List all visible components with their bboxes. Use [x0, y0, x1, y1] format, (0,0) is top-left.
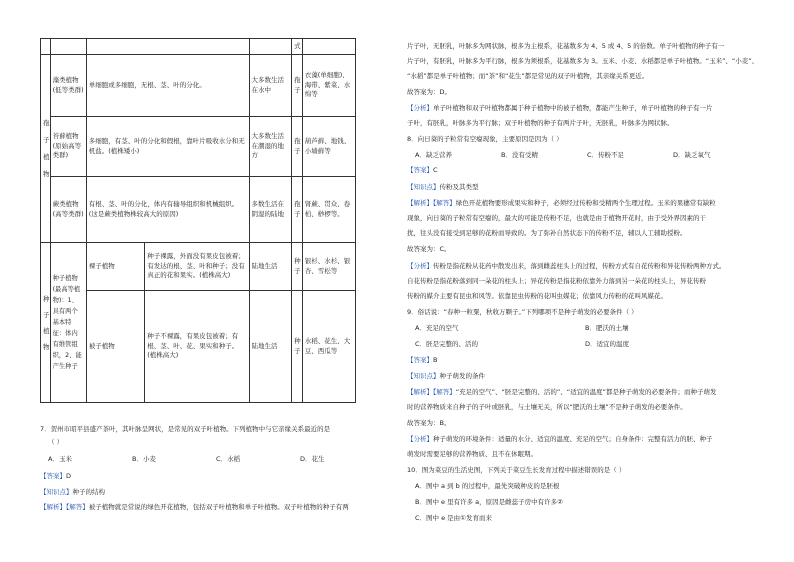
q9-answer: 【答案】B	[407, 356, 438, 364]
table-row-examples: 葫芦藓、地钱、小墙藓等	[302, 117, 355, 177]
q8-knowledge-point: 【知识点】传粉及其类型	[407, 183, 479, 191]
spore-group-cell: 孢子植物	[41, 55, 51, 243]
q10-option-b[interactable]: B．图中 e 里有许多 a，原因是雌蕊子房中有许多②	[415, 498, 563, 506]
q8-option-c[interactable]: C．传粉不足	[587, 151, 625, 159]
q9-options-row2	[415, 340, 629, 349]
q10-option-a[interactable]: A．图中 a 到 b 的过程中，最先突破种皮的是胚根	[415, 482, 560, 490]
q7-analysis2-line: 子叶，有胚乳，叶脉多为平行脉；双子叶植物的种子有两片子叶，无胚乳，叶脉多为网状脉。	[407, 119, 674, 127]
q7-option-d[interactable]: D．花生	[300, 455, 325, 463]
table-row-examples: 水稻、花生、大豆、西瓜等	[302, 291, 355, 403]
plant-classification-table	[40, 38, 356, 403]
q8-option-a[interactable]: A．缺乏营养	[415, 151, 452, 159]
q8-stem: 8．向日葵的子粒常有空瘪现象，主要原因是因为（ ）	[407, 135, 563, 143]
q9-analysis2: 【分析】种子萌发的环境条件：适量的水分、适宜的温度、充足的空气；自身条件：完整有活力的胚、种子	[407, 435, 713, 443]
q9-option-d[interactable]: D．适宜的温度	[585, 340, 630, 348]
right-page	[397, 0, 794, 562]
table-row-habitat: 大多数生活在水中	[249, 55, 292, 117]
table-row-name: 蕨类植物(高等类群)	[50, 177, 86, 243]
q7-option-c[interactable]: C．水稻	[216, 455, 241, 463]
q9-analysis: 【解析】【解答】“充足的空气”、“胚是完整的、活的”、“适宜的温度”都是种子萌发的必要条件；而种子萌发	[407, 388, 717, 396]
q8-option-d[interactable]: D．缺乏氧气	[673, 151, 711, 159]
table-row-habitat: 陆地生活	[249, 243, 292, 291]
table-row-features: 有根、茎、叶的分化，体内有输导组织和机械组织。(这是蕨类植物株较高大的原因)	[86, 177, 249, 243]
q9-analysis2-line: 萌发时需要足够的营养物质、且不在休眠期。	[407, 450, 537, 458]
q8-answer: 【答案】C	[407, 166, 438, 174]
table-row-features: 种子裸露，外面没有果皮包被着；有发达的根、茎、叶和种子；没有真正的花和果实。(植株高大)	[145, 243, 249, 291]
q8-conclusion: 故答案为：C。	[407, 245, 451, 253]
q7-option-b[interactable]: B．小麦	[132, 455, 156, 463]
seed-group-desc: 种子植物(最高等植物)：1、具有两个基本特征：体内有维管组织，2、能产生种子	[50, 243, 86, 403]
q7-analysis-line: 片子叶，无胚乳，叶脉多为网状脉，根多为主根系，花基数多为 4、5 或 4、5 的倍数。单子叶植物的种子有一	[407, 42, 725, 50]
q8-option-b[interactable]: B．没有受精	[501, 151, 538, 159]
table-row-repro: 种子	[292, 243, 303, 291]
q9-knowledge-point: 【知识点】种子萌发的条件	[407, 372, 485, 380]
table-row-features: 多细胞，有茎、叶的分化和假根，靠叶片吸收水分和无机盐。(植株矮小)	[86, 117, 249, 177]
table-row-repro: 孢子	[292, 117, 303, 177]
q7-analysis2: 【分析】单子叶植物和双子叶植物都属于种子植物中的被子植物，都能产生种子，单子叶植物的种子有一片	[407, 104, 713, 112]
q7-conclusion: 故答案为：D。	[407, 88, 452, 96]
q7-knowledge-point: 【知识点】种子的结构	[40, 488, 105, 496]
q7-analysis-line: “水稻”都是单子叶植物；而“茶”和“花生”都是常见的双子叶植物，其亲缘关系更近。	[407, 72, 649, 80]
q7-paren: （ ）	[48, 438, 64, 446]
table-row-name: 苔藓植物(原始高等类群)	[50, 117, 86, 177]
table-row-name: 被子植物	[86, 291, 145, 403]
table-row-habitat: 多数生活在阴湿的陆地	[249, 177, 292, 243]
q9-option-a[interactable]: A．充足的空气	[415, 324, 459, 332]
q7-analysis-line: 片子叶，有胚乳，叶脉多为平行脉，根多为须根系，花基数多为 3。玉米、小麦、水稻都是单子叶植物。“玉米”、“小麦”、	[407, 57, 759, 65]
seed-group-cell: 种子植物	[41, 243, 51, 403]
q7-options	[48, 455, 325, 464]
q9-option-b[interactable]: B．肥沃的土壤	[585, 324, 629, 332]
q9-option-c[interactable]: C．胚是完整的、活的	[415, 340, 479, 348]
q9-analysis-line: 时的营养物质来自种子的子叶或胚乳，与土壤无关，所以“肥沃的土壤”不是种子萌发的必要条件。	[407, 403, 687, 411]
q9-conclusion: 故答案为：B。	[407, 419, 451, 427]
q10-stem: 10．图为菜豆的生活史图，下列关于菜豆生长发育过程中描述错误的是（ ）	[407, 466, 626, 474]
q8-analysis2: 【分析】传粉是指花粉从花药中散发出来，落到雌蕊柱头上的过程，传粉方式有自花传粉和异花传粉两种方式。	[407, 262, 726, 270]
table-header-cell: 式	[292, 39, 303, 55]
q8-analysis: 【解析】【解答】绿色开花植物要形成果实和种子，必须经过传粉和受精两个生理过程。玉米的果穗常有缺粒	[407, 199, 716, 207]
table-row-features: 单细胞或多细胞，无根、茎、叶的分化。	[86, 55, 249, 117]
q8-analysis-line: 扰，往头没有接受到足够的花粉而导致的。为了弥补自然状态下的传粉不足，辅以人工辅助授粉。	[407, 229, 687, 237]
q7-analysis: 【解析】【解答】被子植物就是常说的绿色开花植物，包括双子叶植物和单子叶植物。双子叶植物的种子有两	[40, 503, 349, 511]
q7-stem: 7．贺州市昭平县盛产茶叶，其叶脉呈网状，是常见的双子叶植物。下列植物中与它亲缘关系最近的是	[40, 425, 331, 433]
q10-option-c[interactable]: C．图中 e 是由①发育而来	[415, 514, 492, 522]
q9-stem: 9．俗话说：“春种一粒粟，秋收万颗子。”下列哪项不是种子萌发的必要条件（ ）	[407, 308, 638, 316]
q8-analysis2-line: 传粉的媒介主要有昆虫和风等。依靠昆虫传粉的花叫虫媒花；依靠风力传粉的花叫风媒花。	[407, 292, 667, 300]
table-row-habitat: 大多数生活在潮湿的地方	[249, 117, 292, 177]
q8-analysis2-line: 自花传粉是指花粉落到同一朵花的柱头上；异花传粉是指花粉依靠外力落到另一朵花的柱头上，异花传粉	[407, 277, 706, 285]
q8-analysis-line: 现象，向日葵的子粒常有空瘪的，最大的可能是传粉不足，也就是由于植物开花时，由于受外界因素的干	[407, 214, 706, 222]
q7-answer: 【答案】D	[40, 472, 72, 480]
table-row-examples: 银杉、水杉、银杏、雪松等	[302, 243, 355, 291]
table-row-habitat: 陆地生活	[249, 291, 292, 403]
table-row-examples: 肾蕨、贯众、卷柏、桫椤等。	[302, 177, 355, 243]
table-row-repro: 孢子	[292, 55, 303, 117]
table-row-examples: 衣藻(单细胞)、海带、紫菜、水绵等	[302, 55, 355, 117]
table-row-repro: 孢子	[292, 177, 303, 243]
q9-options-row1	[415, 324, 628, 333]
table-row-name: 裸子植物	[86, 243, 145, 291]
q7-option-a[interactable]: A．玉米	[48, 455, 72, 463]
table-row-name: 藻类植物(低等类群)	[50, 55, 86, 117]
q8-options	[415, 151, 711, 160]
table-row-repro: 种子	[292, 291, 303, 403]
table-row-features: 种子不裸露，有果皮包被着；有根、茎、叶、花、果实和种子。(植株高大)	[145, 291, 249, 403]
